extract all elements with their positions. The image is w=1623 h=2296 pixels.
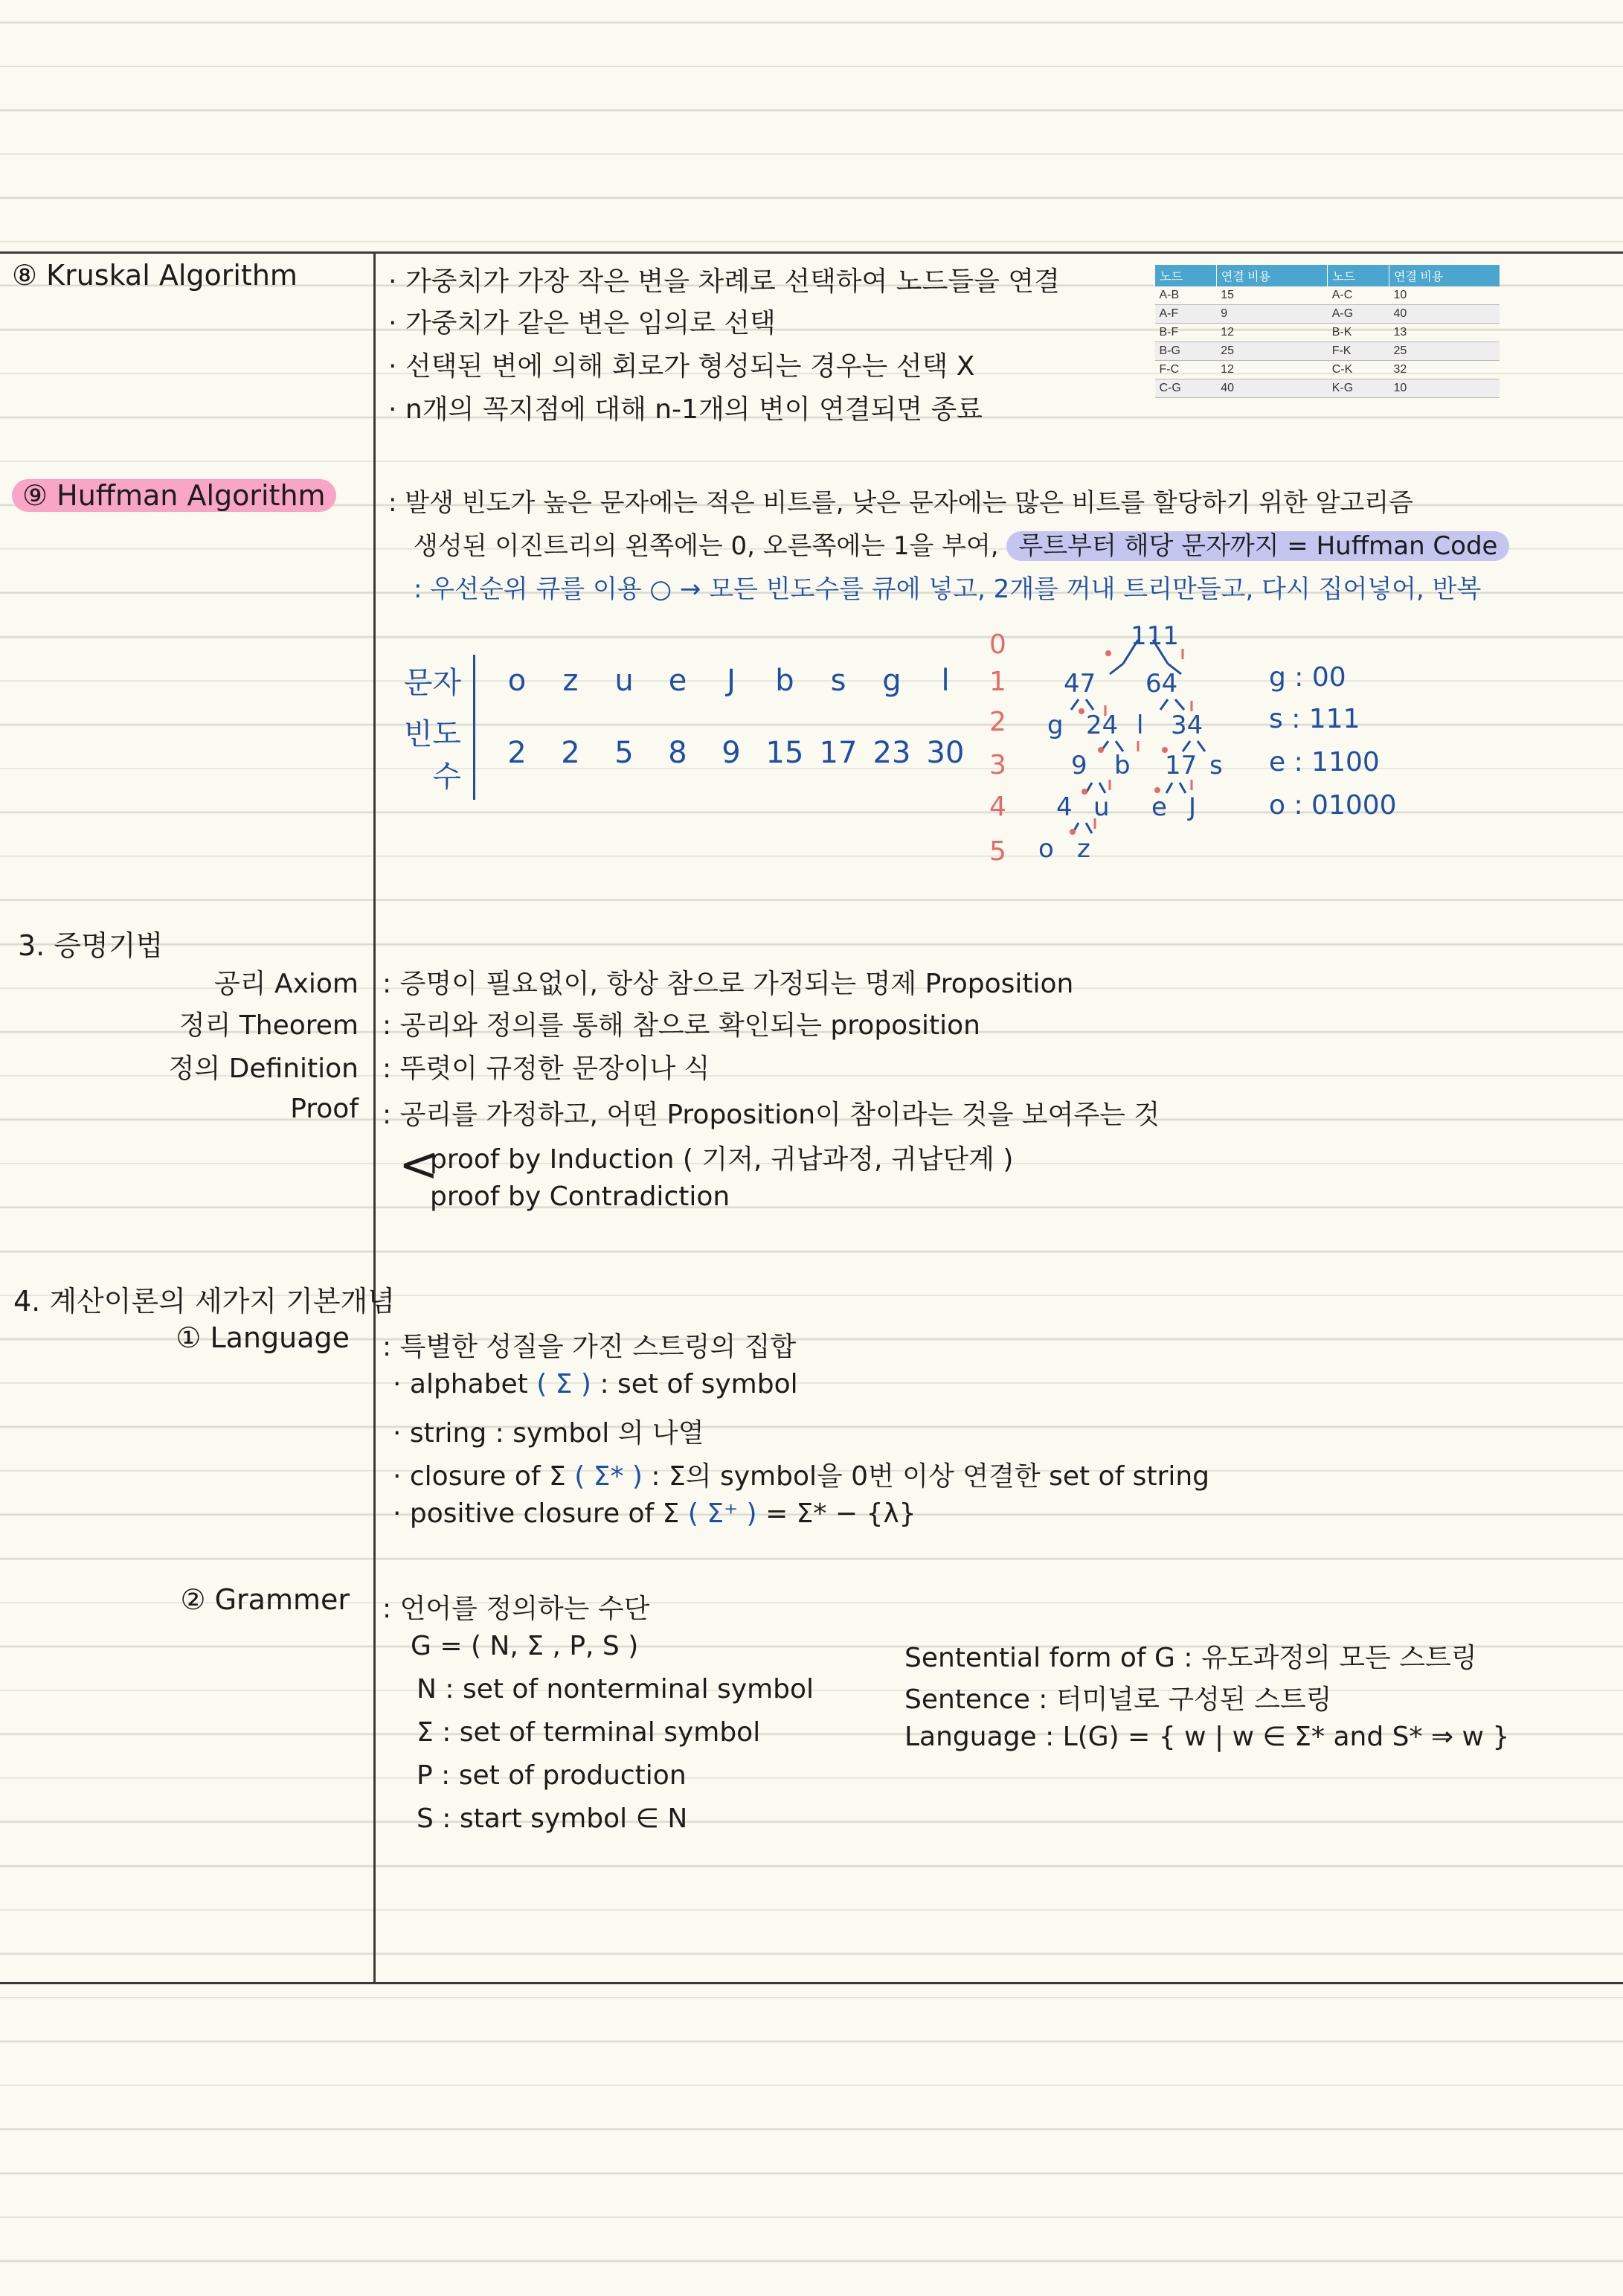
table-cell: 9	[1216, 305, 1327, 324]
proof-by-contradiction: proof by Contradiction	[430, 1181, 730, 1212]
tree-node-47: 47	[1064, 669, 1096, 699]
closure-rest: : Σ의 symbol을 0번 이상 연결한 set of string	[651, 1461, 1210, 1492]
positive-closure-symbol: ( Σ⁺ )	[687, 1498, 757, 1529]
freq-cell: 9	[721, 736, 741, 770]
row-label-char: 문자	[387, 655, 475, 706]
grammar-s: S : start symbol ∈ N	[417, 1803, 688, 1834]
table-cell: 13	[1389, 324, 1500, 342]
grammar-desc: : 언어를 정의하는 수단	[382, 1594, 650, 1624]
tree-node-e: e	[1151, 792, 1167, 822]
tree-node-17: 17	[1165, 751, 1198, 780]
tree-node-o: o	[1038, 834, 1054, 863]
char-cell: g	[882, 663, 902, 698]
table-cell: A-C	[1328, 286, 1389, 305]
tree-node-34: 34	[1171, 711, 1203, 740]
freq-cell: 5	[614, 736, 634, 770]
proof-term-axiom: 공리 Axiom	[213, 969, 359, 999]
sentence: Sentence : 터미널로 구성된 스트링	[904, 1684, 1332, 1715]
alphabet-rest: : set of symbol	[600, 1369, 798, 1399]
char-cell: s	[830, 663, 846, 698]
huffman-code-s: s : 111	[1269, 704, 1360, 734]
tree-node-s: s	[1209, 751, 1223, 780]
huffman-tree	[1026, 618, 1264, 863]
char-cell: b	[775, 663, 794, 698]
table-cell: F-K	[1328, 342, 1389, 361]
kruskal-bullet-3: · 선택된 변에 의해 회로가 형성되는 경우는 선택 X	[388, 351, 975, 382]
theory-section-title: 4. 계산이론의 세가지 기본개념	[13, 1285, 395, 1318]
tree-node-24: 24	[1086, 711, 1119, 740]
freq-cell: 17	[819, 736, 858, 770]
table-cell: 10	[1389, 286, 1500, 305]
proof-term-definition: 정의 Definition	[168, 1054, 359, 1084]
positive-closure-label: · positive closure of Σ	[393, 1498, 680, 1529]
table-header-row	[1155, 265, 1500, 286]
tree-node-u: u	[1093, 792, 1110, 822]
tree-level-2: 2	[989, 707, 1006, 737]
language-definition: Language : L(G) = { w | w ∈ Σ* and S* ⇒ w }	[904, 1722, 1510, 1752]
grammar-sigma: Σ : set of terminal symbol	[417, 1717, 761, 1748]
huffman-title-highlight: ⑨ Huffman Algorithm	[12, 479, 336, 512]
proof-by-induction: proof by Induction ( 기저, 귀납과정, 귀납단계 )	[430, 1144, 1014, 1175]
language-string: · string : symbol 의 나열	[393, 1418, 704, 1449]
tree-level-3: 3	[989, 750, 1006, 780]
language-closure	[393, 1455, 1209, 1493]
char-cell: e	[668, 663, 687, 698]
table-cell: B-K	[1328, 324, 1389, 342]
alphabet-symbol: ( Σ )	[536, 1369, 591, 1399]
row-label-freq: 빈도수	[387, 706, 475, 800]
tree-node-4: 4	[1056, 792, 1073, 822]
table-header-cell: 연결 비용	[1389, 265, 1500, 286]
tree-node-9: 9	[1071, 751, 1087, 780]
table-row	[1155, 286, 1500, 305]
huffman-line-2	[414, 525, 1509, 562]
table-cell: B-F	[1155, 324, 1217, 342]
grammar-n: N : set of nonterminal symbol	[417, 1674, 814, 1705]
kruskal-bullet-1: · 가중치가 가장 작은 변을 차례로 선택하여 노드들을 연결	[388, 266, 1060, 297]
language-positive-closure	[393, 1498, 916, 1529]
proof-section-title: 3. 증명기법	[18, 929, 164, 962]
proof-bracket: <	[399, 1138, 439, 1193]
freq-cell: 8	[668, 736, 687, 770]
sentential-form: Sentential form of G : 유도과정의 모든 스트링	[904, 1643, 1477, 1673]
table-row	[387, 706, 972, 800]
tree-node-g: g	[1047, 711, 1064, 740]
tree-node-64: 64	[1145, 669, 1178, 699]
table-cell: A-G	[1328, 305, 1389, 324]
table-header-cell: 노드	[1328, 265, 1389, 286]
language-desc: : 특별한 성질을 가진 스트링의 집합	[382, 1332, 797, 1362]
tree-level-0: 0	[989, 629, 1006, 660]
table-header-cell: 노드	[1155, 265, 1217, 286]
frequency-table	[387, 655, 972, 800]
top-rule	[0, 251, 1623, 254]
huffman-title	[12, 479, 336, 512]
proof-term-proof: Proof	[290, 1094, 359, 1124]
freq-cell: 23	[872, 736, 911, 770]
proof-desc-axiom: : 증명이 필요없이, 항상 참으로 가정되는 명제 Proposition	[382, 969, 1074, 999]
table-cell: 12	[1216, 361, 1327, 379]
margin-rule	[373, 253, 376, 1984]
kruskal-title: ⑧ Kruskal Algorithm	[12, 259, 298, 292]
char-cell: o	[507, 663, 527, 698]
table-row	[387, 655, 972, 706]
grammar-tuple: G = ( N, Σ , P, S )	[411, 1631, 639, 1661]
table-cell: 32	[1389, 361, 1500, 379]
table-cell: 15	[1216, 286, 1327, 305]
proof-term-theorem: 정리 Theorem	[179, 1010, 359, 1041]
kruskal-cost-table	[1154, 265, 1500, 398]
huffman-code-o: o : 01000	[1269, 790, 1397, 821]
table-cell: A-F	[1155, 305, 1217, 324]
table-cell: C-G	[1155, 379, 1217, 398]
table-row	[1155, 324, 1500, 342]
table-cell: 40	[1216, 379, 1327, 398]
table-row	[1155, 305, 1500, 324]
proof-desc-proof: : 공리를 가정하고, 어떤 Proposition이 참이라는 것을 보여주는 것	[382, 1100, 1160, 1130]
table-cell: C-K	[1328, 361, 1389, 379]
tree-node-l: l	[1137, 711, 1144, 740]
table-cell: K-G	[1328, 379, 1389, 398]
kruskal-bullet-2: · 가중치가 같은 변은 임의로 선택	[388, 308, 776, 339]
bottom-rule	[0, 1982, 1623, 1984]
table-row	[1155, 361, 1500, 379]
tree-level-4: 4	[989, 792, 1006, 822]
table-cell: 40	[1389, 305, 1500, 324]
table-cell: F-C	[1155, 361, 1217, 379]
tree-node-J: J	[1189, 792, 1197, 822]
positive-closure-rest: = Σ* − {λ}	[765, 1498, 916, 1529]
huffman-code-e: e : 1100	[1269, 747, 1380, 777]
tree-node-b: b	[1114, 751, 1131, 780]
alphabet-label: · alphabet	[393, 1369, 528, 1399]
table-cell: B-G	[1155, 342, 1217, 361]
huffman-line-1: : 발생 빈도가 높은 문자에는 적은 비트를, 낮은 문자에는 많은 비트를 할당하기 위한 알고리즘	[388, 488, 1413, 518]
table-header-cell: 연결 비용	[1216, 265, 1327, 286]
table-cell: A-B	[1155, 286, 1217, 305]
grammar-p: P : set of production	[417, 1760, 687, 1791]
huffman-line-2-prefix: 생성된 이진트리의 왼쪽에는 0, 오른쪽에는 1을 부여,	[414, 531, 999, 561]
freq-cell: 2	[561, 736, 580, 770]
tree-node-root: 111	[1131, 621, 1179, 651]
tree-node-z: z	[1077, 834, 1090, 863]
huffman-line-3: : 우선순위 큐를 이용 ○ → 모든 빈도수를 큐에 넣고, 2개를 꺼내 트리만들고, 다시 집어넣어, 반복	[414, 574, 1482, 604]
char-cell: J	[727, 663, 736, 698]
char-cell: l	[941, 663, 950, 698]
tree-level-1: 1	[989, 667, 1006, 697]
tree-level-5: 5	[989, 836, 1006, 867]
kruskal-bullet-4: · n개의 꼭지점에 대해 n-1개의 변이 연결되면 종료	[388, 394, 983, 425]
huffman-code-highlight: 루트부터 해당 문자까지 = Huffman Code	[1006, 531, 1509, 561]
grammar-title: ② Grammer	[180, 1583, 350, 1616]
closure-symbol: ( Σ* )	[574, 1461, 643, 1492]
table-row	[1155, 379, 1500, 398]
table-cell: 12	[1216, 324, 1327, 342]
table-row	[1155, 342, 1500, 361]
freq-cell: 30	[926, 736, 965, 770]
char-cell: z	[562, 663, 579, 698]
language-title: ① Language	[176, 1321, 350, 1354]
language-alphabet	[393, 1369, 798, 1399]
proof-desc-definition: : 뚜렷이 규정한 문장이나 식	[382, 1054, 710, 1084]
freq-cell: 15	[765, 736, 804, 770]
freq-cell: 2	[507, 736, 527, 770]
closure-label: · closure of Σ	[393, 1461, 566, 1492]
table-cell: 10	[1389, 379, 1500, 398]
table-cell: 25	[1216, 342, 1327, 361]
proof-desc-theorem: : 공리와 정의를 통해 참으로 확인되는 proposition	[382, 1010, 980, 1041]
huffman-code-g: g : 00	[1269, 662, 1346, 693]
char-cell: u	[614, 663, 634, 698]
table-cell: 25	[1389, 342, 1500, 361]
